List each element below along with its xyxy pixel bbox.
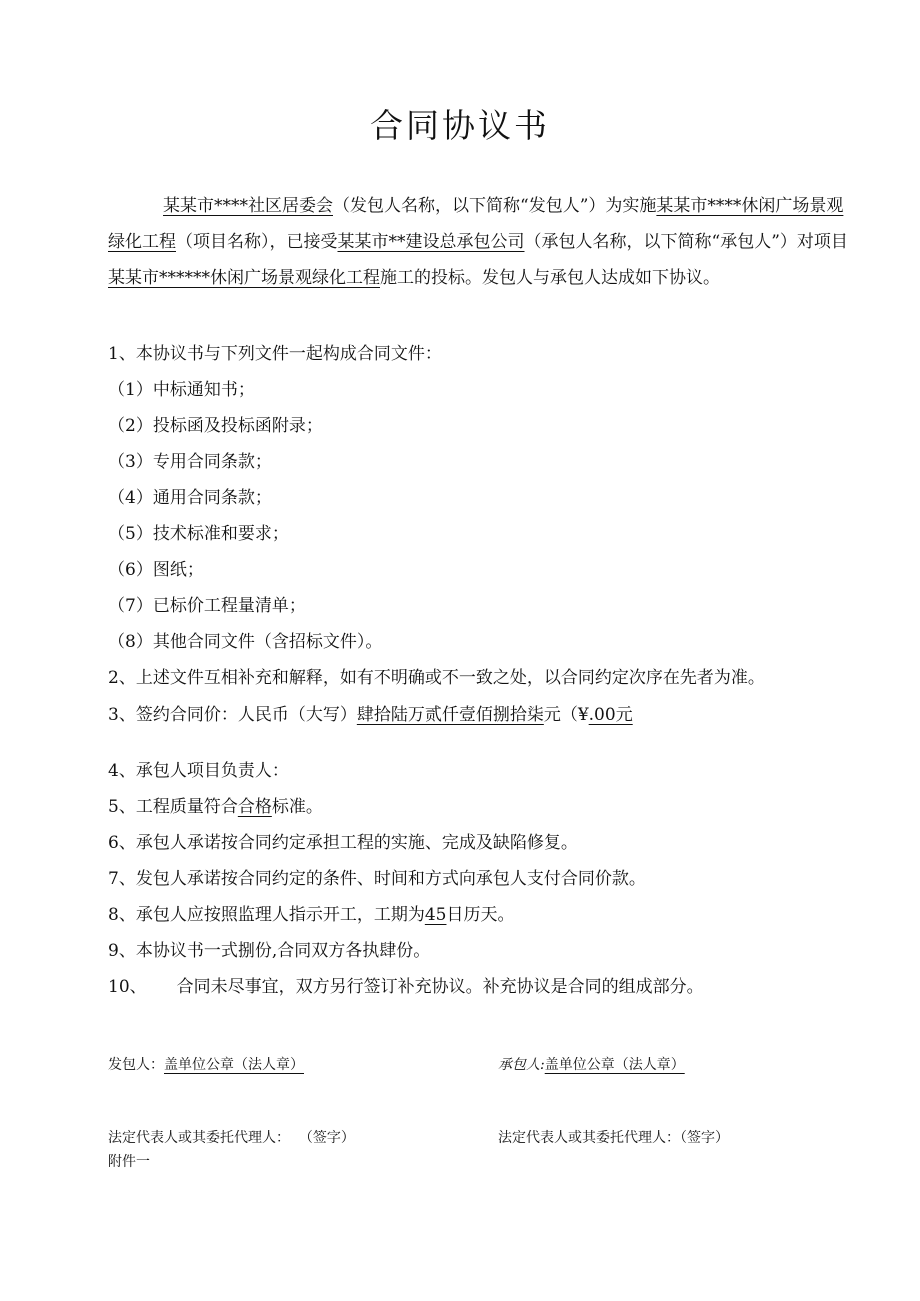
- intro-text-3: （承包人名称，以下简称“承包人”）对项目: [524, 232, 848, 252]
- clause-8: [108, 903, 514, 927]
- employer-name: 某某市****社区居委会: [163, 196, 333, 216]
- clause-2: 2、上述文件互相补充和解释，如有不明确或不一致之处，以合同约定次序在先者为准。: [108, 668, 765, 688]
- contract-price-words: 肆拾陆万贰仟壹佰捌拾柒: [356, 705, 544, 725]
- document-item: （8）其他合同文件（含招标文件）。: [108, 632, 383, 652]
- employer-seal: 盖单位公章（法人章）: [164, 1057, 304, 1073]
- clause-10-text: 合同未尽事宜，双方另行签订补充协议。补充协议是合同的组成部分。: [176, 977, 704, 997]
- clause-10-number: 10、: [108, 977, 147, 997]
- document-item: （1）中标通知书；: [108, 380, 255, 400]
- document-item: （6）图纸；: [108, 560, 204, 580]
- clause-5-suffix: 标准。: [271, 797, 323, 817]
- contractor-label: 承包人:: [498, 1057, 545, 1073]
- clause-10: [108, 975, 704, 999]
- employer-representative: 法定代表人或其委托代理人： （签字）: [108, 1130, 355, 1146]
- intro-text-2: （项目名称），已接受: [176, 232, 338, 252]
- project-name: 某某市****休闲广场景观绿化工程: [108, 196, 844, 252]
- clause-8-suffix: 日历天。: [446, 905, 515, 925]
- contractor-representative: 法定代表人或其委托代理人：（签字）: [498, 1130, 729, 1146]
- clause-5-prefix: 5、工程质量符合: [108, 797, 238, 817]
- clause-3-prefix: 3、签约合同价：人民币（大写）: [108, 705, 357, 725]
- employer-signature: [108, 1055, 304, 1075]
- clause-7: 7、发包人承诺按合同约定的条件、时间和方式向承包人支付合同价款。: [108, 869, 646, 889]
- document-item: （2）投标函及投标函附录；: [108, 416, 323, 436]
- clause-1: 1、本协议书与下列文件一起构成合同文件：: [108, 344, 442, 364]
- intro-text-1: （发包人名称，以下简称“发包人”）为实施: [333, 196, 657, 216]
- clause-5: [108, 795, 323, 819]
- document-item: （7）已标价工程量清单；: [108, 596, 306, 616]
- project-name-2: 某某市******休闲广场景观绿化工程: [108, 268, 380, 288]
- quality-standard: 合格: [237, 797, 272, 817]
- contractor-name: 某某市**建设总承包公司: [337, 232, 525, 252]
- attachment-label: 附件一: [108, 1154, 150, 1170]
- clause-8-prefix: 8、承包人应按照监理人指示开工，工期为: [108, 905, 425, 925]
- intro-text-4: 施工的投标。发包人与承包人达成如下协议。: [380, 268, 720, 288]
- document-item: （4）通用合同条款；: [108, 488, 272, 508]
- employer-label: 发包人：: [108, 1057, 164, 1073]
- clause-6: 6、承包人承诺按合同约定承担工程的实施、完成及缺陷修复。: [108, 833, 578, 853]
- document-item: （3）专用合同条款；: [108, 452, 272, 472]
- clause-9: 9、本协议书一式捌份,合同双方各执肆份。: [108, 941, 431, 961]
- contractor-signature: [498, 1055, 685, 1075]
- contract-price-number: .00元: [588, 705, 633, 725]
- intro-paragraph: [108, 188, 853, 296]
- duration-days: 45: [424, 905, 447, 925]
- clause-3-mid: 元（¥: [543, 705, 589, 725]
- contractor-seal: 盖单位公章（法人章）: [544, 1057, 685, 1073]
- document-title: 合同协议书: [370, 106, 550, 145]
- clause-4: 4、承包人项目负责人：: [108, 761, 289, 781]
- document-item: （5）技术标准和要求；: [108, 524, 289, 544]
- clause-3: [108, 703, 633, 727]
